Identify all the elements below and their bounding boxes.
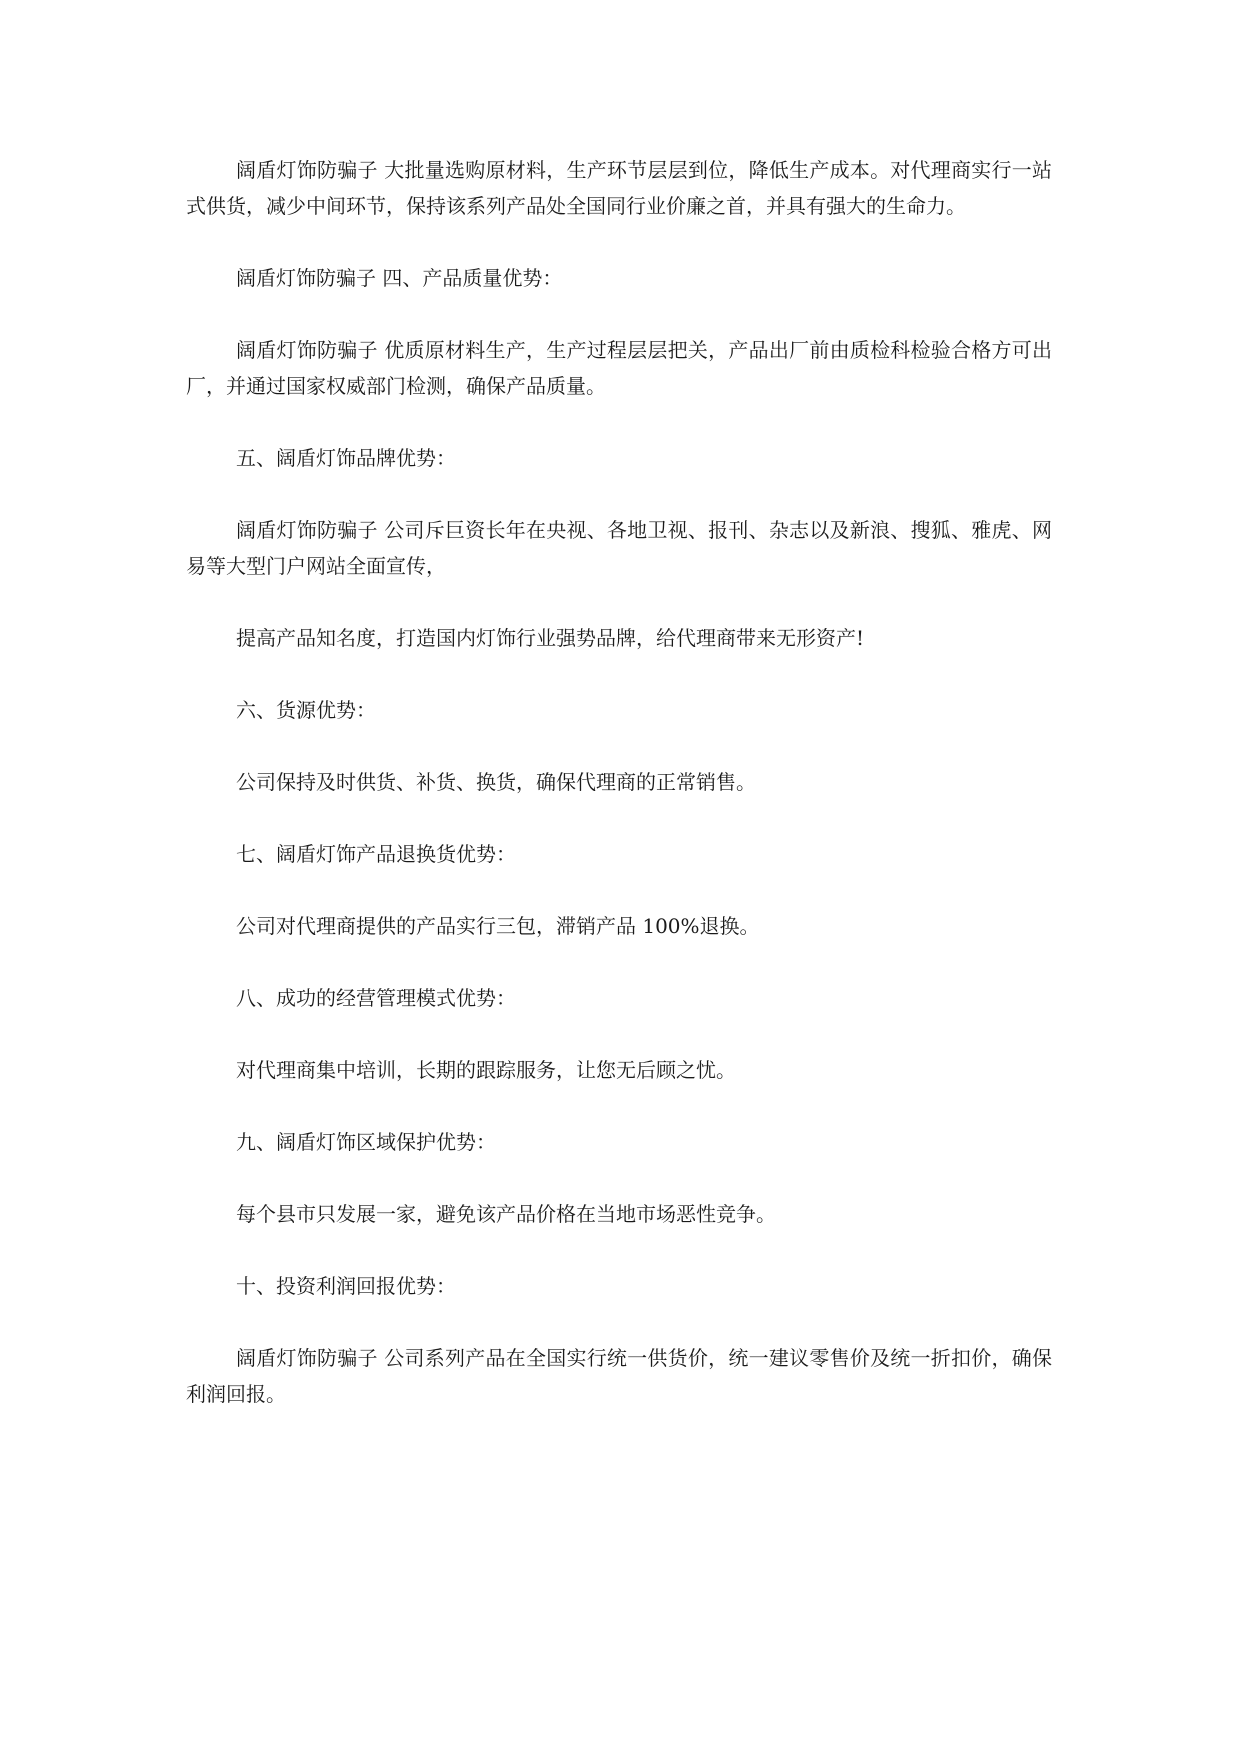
paragraph-quality-advantage: 阔盾灯饰防骗子 优质原材料生产，生产过程层层把关，产品出厂前由质检科检验合格方可出厂，并通过国家权威部门检测，确保产品质量。 xyxy=(186,338,1052,398)
heading-quality-advantage: 阔盾灯饰防骗子 四、产品质量优势： xyxy=(236,266,563,290)
heading-management-advantage: 八、成功的经营管理模式优势： xyxy=(236,986,516,1010)
paragraph-region-protection: 每个县市只发展一家，避免该产品价格在当地市场恶性竞争。 xyxy=(236,1202,776,1226)
heading-brand-advantage: 五、阔盾灯饰品牌优势： xyxy=(236,446,456,470)
paragraph-cost-advantage: 阔盾灯饰防骗子 大批量选购原材料，生产环节层层到位，降低生产成本。对代理商实行一站式供货，减少中间环节，保持该系列产品处全国同行业价廉之首，并具有强大的生命力。 xyxy=(186,158,1052,218)
document-body xyxy=(186,152,1052,1448)
paragraph-return-advantage: 公司对代理商提供的产品实行三包，滞销产品 100%退换。 xyxy=(236,914,760,938)
paragraph-supply-advantage: 公司保持及时供货、补货、换货，确保代理商的正常销售。 xyxy=(236,770,756,794)
heading-region-protection: 九、阔盾灯饰区域保护优势： xyxy=(236,1130,496,1154)
heading-supply-advantage: 六、货源优势： xyxy=(236,698,376,722)
paragraph-investment-return: 阔盾灯饰防骗子 公司系列产品在全国实行统一供货价，统一建议零售价及统一折扣价，确保利润回报。 xyxy=(186,1346,1052,1406)
paragraph-brand-awareness: 提高产品知名度，打造国内灯饰行业强势品牌，给代理商带来无形资产! xyxy=(236,626,865,650)
heading-return-advantage: 七、阔盾灯饰产品退换货优势： xyxy=(236,842,516,866)
paragraph-brand-advantage: 阔盾灯饰防骗子 公司斥巨资长年在央视、各地卫视、报刊、杂志以及新浪、搜狐、雅虎、网易等大型门户网站全面宣传， xyxy=(186,518,1052,578)
heading-investment-return: 十、投资利润回报优势： xyxy=(236,1274,456,1298)
paragraph-management-advantage: 对代理商集中培训，长期的跟踪服务，让您无后顾之忧。 xyxy=(236,1058,736,1082)
